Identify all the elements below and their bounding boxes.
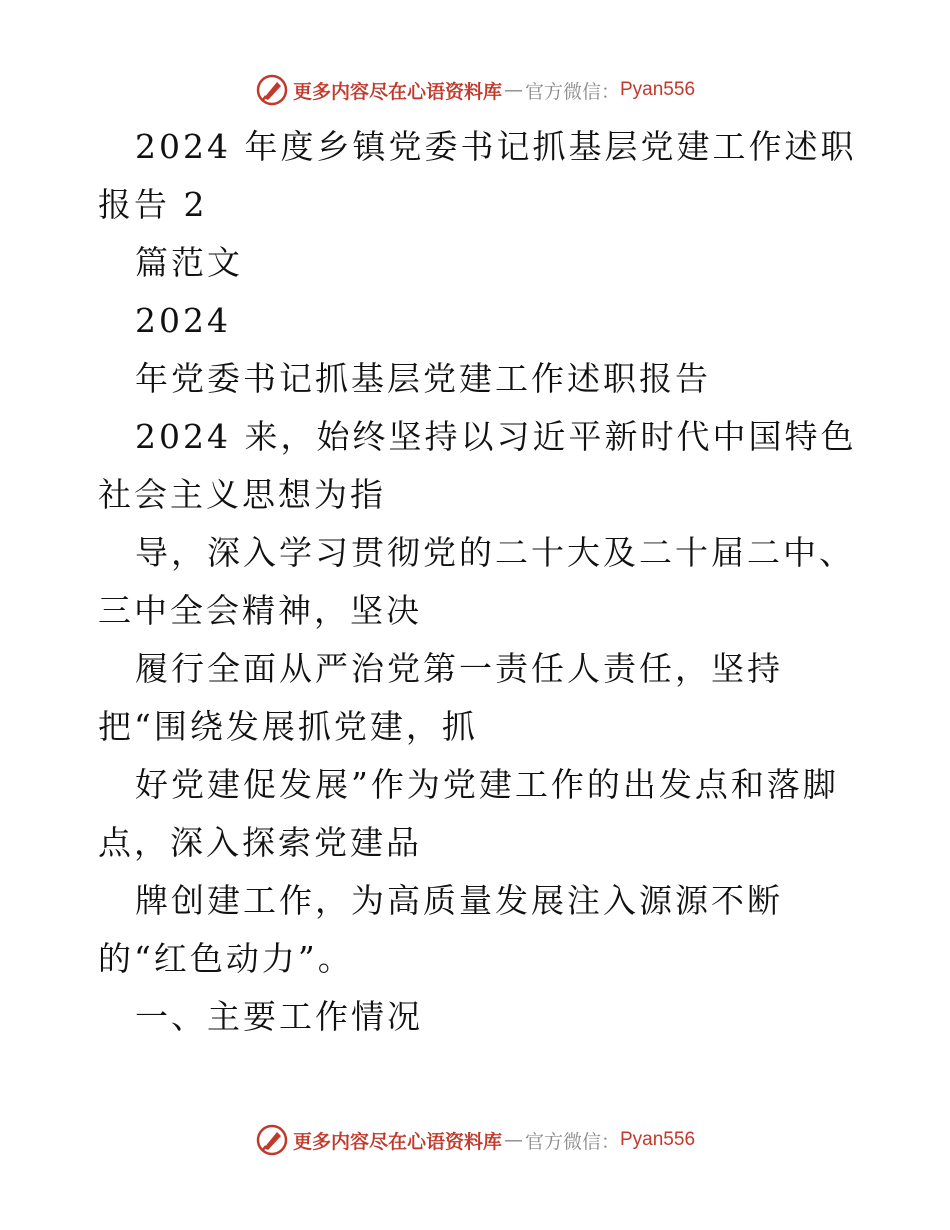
banner-label: 官方微信： <box>524 80 620 103</box>
banner-separator: — <box>503 79 523 101</box>
paragraph: 牌创建工作，为高质量发展注入源源不断的“红色动力”。 <box>98 881 783 978</box>
quill-logo-icon <box>255 1123 289 1157</box>
section-heading: 一、主要工作情况 <box>135 997 423 1036</box>
paragraph: 导，深入学习贯彻党的二十大及二十届二中、三中全会精神，坚决 <box>98 533 855 630</box>
banner-separator: — <box>503 1129 523 1151</box>
paragraph: 好党建促发展”作为党建工作的出发点和落脚点，深入探索党建品 <box>98 765 839 862</box>
header-banner <box>0 70 950 110</box>
paragraph: 篇范文 <box>135 243 243 282</box>
footer-banner <box>0 1120 950 1160</box>
quill-logo-icon <box>255 73 289 107</box>
document-title: 2024 年度乡镇党委书记抓基层党建工作述职报告 2 <box>98 127 857 224</box>
document-body <box>98 118 858 1046</box>
banner-text: 更多内容尽在心语资料库 <box>292 1130 502 1153</box>
paragraph: 履行全面从严治党第一责任人责任，坚持把“围绕发展抓党建，抓 <box>98 649 783 746</box>
banner-wechat-id: Pyan556 <box>620 1129 696 1150</box>
banner-wechat-id: Pyan556 <box>620 79 696 100</box>
paragraph: 2024 来，始终坚持以习近平新时代中国特色社会主义思想为指 <box>98 417 857 514</box>
paragraph: 2024 <box>135 301 231 340</box>
banner-label: 官方微信： <box>524 1130 620 1153</box>
banner-text: 更多内容尽在心语资料库 <box>292 80 502 103</box>
paragraph: 年党委书记抓基层党建工作述职报告 <box>135 359 711 398</box>
